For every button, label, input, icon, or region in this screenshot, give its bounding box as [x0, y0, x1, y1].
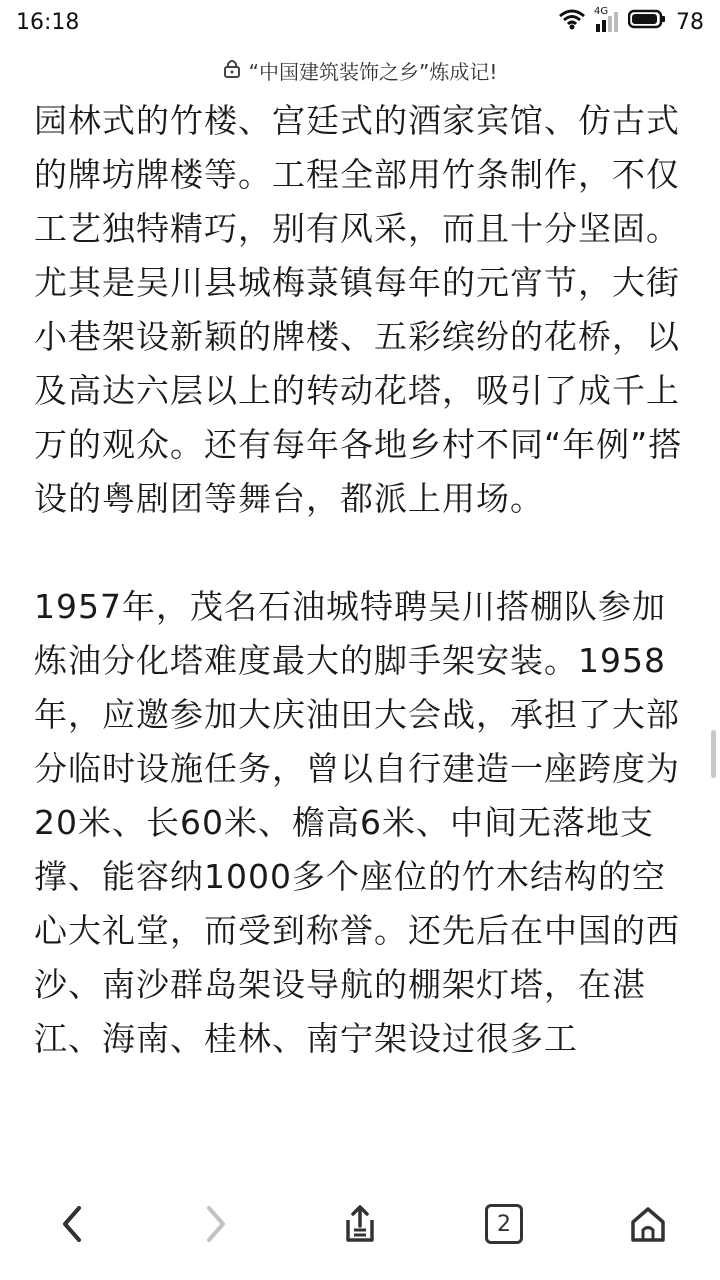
share-icon	[340, 1204, 380, 1244]
article-paragraph: 园林式的竹楼、宫廷式的酒家宾馆、仿古式的牌坊牌楼等。工程全部用竹条制作，不仅工艺独特精巧，别有风采，而且十分坚固。尤其是吴川县城梅菉镇每年的元宵节，大街小巷架设新颖的牌楼、五彩缤纷的花桥，以及高达六层以上的转动花塔，吸引了成千上万的观众。还有每年各地乡村不同“年例”搭设的粤剧团等舞台，都派上用场。	[34, 101, 683, 518]
home-button[interactable]	[608, 1184, 688, 1264]
article-paragraph: 1957年，茂名石油城特聘吴川搭棚队参加炼油分化塔难度最大的脚手架安装。1958年，应邀参加大庆油田大会战，承担了大部分临时设施任务，曾以自行建造一座跨度为20米、长60米、檐高6米、中间无落地支撑、能容纳1000多个座位的竹木结构的空心大礼堂，而受到称誉。还先后在中国的西沙、南沙群岛架设导航的棚架灯塔，在湛江、海南、桂林、南宁架设过很多工	[34, 587, 680, 1058]
scrollbar-thumb[interactable]	[711, 730, 716, 778]
network-type-label: 4G	[594, 6, 609, 17]
home-icon	[628, 1204, 668, 1244]
cellular-signal-icon	[594, 6, 618, 32]
tabs-button[interactable]	[464, 1184, 544, 1264]
wifi-icon	[558, 8, 586, 36]
chevron-left-icon	[57, 1204, 87, 1244]
share-button[interactable]	[320, 1184, 400, 1264]
status-icons	[558, 8, 704, 36]
tabs-count-badge: 2	[485, 1204, 523, 1244]
back-button[interactable]	[32, 1184, 112, 1264]
bottom-toolbar	[0, 1168, 720, 1280]
url-bar[interactable]	[0, 48, 720, 92]
chevron-right-icon	[201, 1204, 231, 1244]
battery-percentage: 78	[676, 9, 704, 35]
status-bar	[0, 0, 720, 44]
status-time: 16:18	[16, 9, 80, 35]
battery-icon	[628, 9, 666, 35]
page-title: “中国建筑装饰之乡”炼成记!	[248, 59, 498, 84]
forward-button[interactable]	[176, 1184, 256, 1264]
lock-icon	[223, 58, 241, 83]
article-body	[34, 94, 690, 1120]
